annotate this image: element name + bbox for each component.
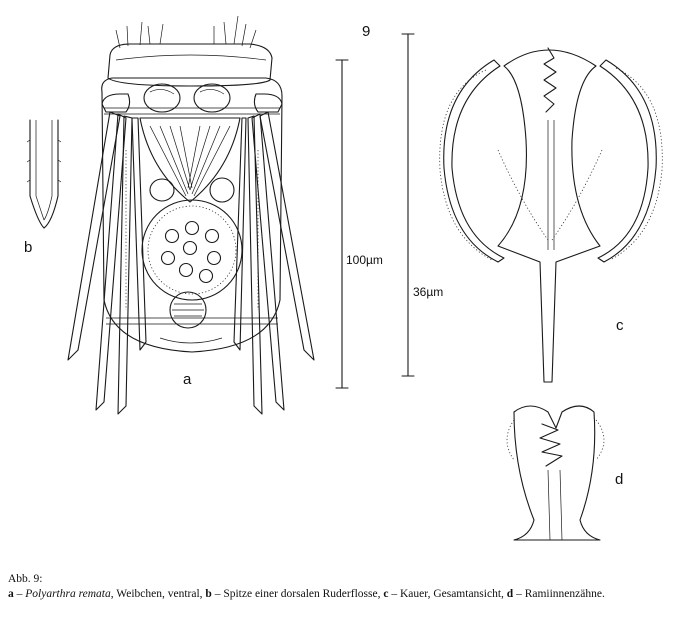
caption-text-c: – Kauer, Gesamtansicht, xyxy=(388,588,507,600)
caption-key-c: c xyxy=(383,588,389,600)
caption-species: Polyarthra remata xyxy=(25,588,111,600)
panel-label-c: c xyxy=(616,317,624,334)
panel-label-d: d xyxy=(615,471,624,488)
caption-heading: Abb. 9: xyxy=(8,573,43,585)
caption-body xyxy=(8,587,698,602)
caption-text-d: – Ramiinnenzähne. xyxy=(513,588,605,600)
caption-key-a: a xyxy=(8,588,14,600)
rami-teeth-drawing xyxy=(507,406,604,540)
scale-bar-100um xyxy=(336,60,348,388)
caption-key-b: b xyxy=(205,588,212,600)
figure-number: 9 xyxy=(362,23,371,40)
paddle-tip-drawing xyxy=(27,120,61,228)
trophi-drawing xyxy=(440,48,663,382)
caption-dash: – xyxy=(13,588,26,600)
scale-label-100um: 100µm xyxy=(346,253,383,267)
caption-text-a: , Weibchen, ventral, xyxy=(110,588,206,600)
scale-bar-36um xyxy=(402,34,414,376)
caption-text-b: – Spitze einer dorsalen Ruderflosse, xyxy=(211,588,384,600)
panel-label-a: a xyxy=(183,371,192,388)
caption-key-d: d xyxy=(506,588,514,600)
panel-label-b: b xyxy=(24,239,33,256)
rotifer-drawing xyxy=(68,16,314,414)
scale-label-36um: 36µm xyxy=(413,285,444,299)
figure-caption xyxy=(8,572,698,602)
